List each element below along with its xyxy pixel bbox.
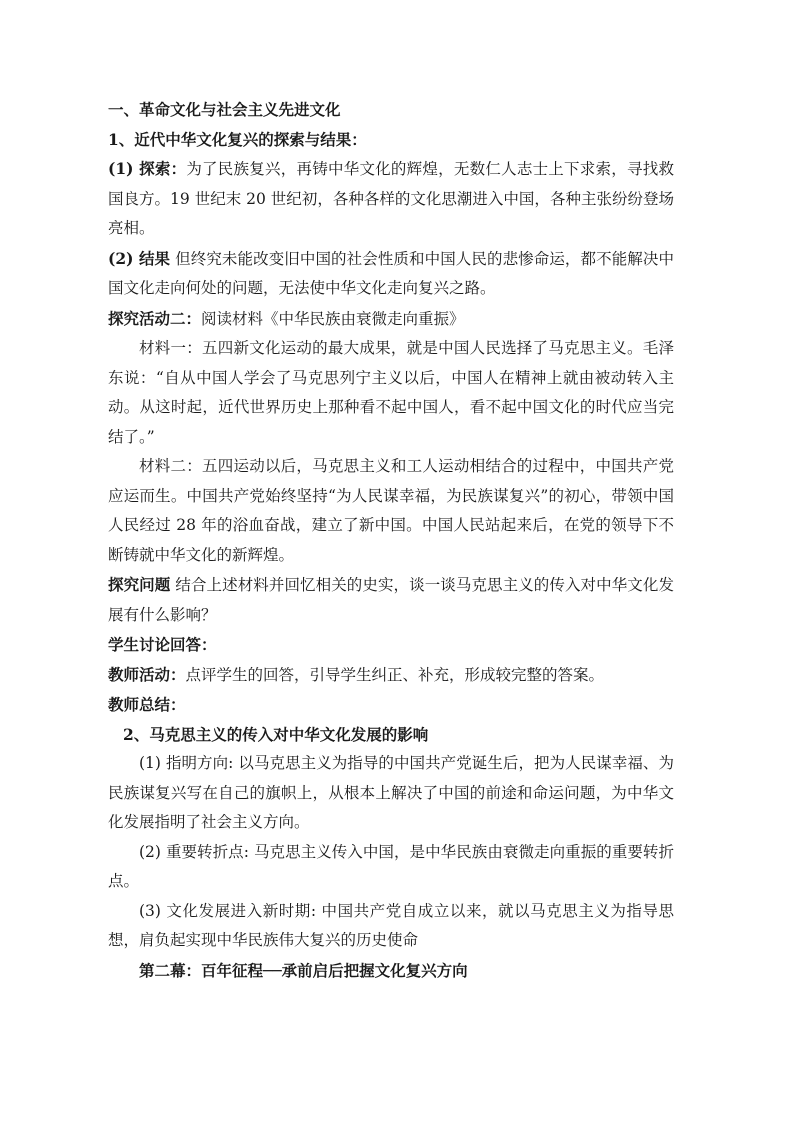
point-three-text: 中国共产党自成立以来，就以马克思主义为指导思想，肩负起实现中华民族伟大复兴的历史使命 xyxy=(108,901,674,949)
teacher-paragraph xyxy=(108,660,674,691)
result-label: (2) 结果 xyxy=(108,248,171,268)
result-text: 但终究未能改变旧中国的社会性质和中国人民的悲惨命运，都不能解决中国文化走向何处的问题，无法使中华文化走向复兴之路。 xyxy=(108,249,674,297)
activity-text: 阅读材料《中华民族由衰微走向重振》 xyxy=(201,309,465,328)
section-heading-3: 2、马克思主义的传入对中华文化发展的影响 xyxy=(123,724,429,744)
explore-text: 为了民族复兴，再铸中华文化的辉煌，无数仁人志士上下求索，寻找救国良方。19 世纪末 20 世纪初，各种各样的文化思潮进入中国，各种主张纷纷登场亮相。 xyxy=(108,160,674,237)
activity-paragraph xyxy=(108,304,674,335)
question-paragraph xyxy=(108,570,674,630)
question-text: 结合上述材料并回忆相关的史实，谈一谈马克思主义的传入对中华文化发展有什么影响？ xyxy=(108,576,674,624)
activity-label: 探究活动二： xyxy=(108,308,202,328)
point-one xyxy=(108,749,674,838)
point-two-text: 马克思主义传入中国，是中华民族由衰微走向重振的重要转折点。 xyxy=(108,842,674,890)
point-one-text: 以马克思主义为指导的中国共产党诞生后，把为人民谋幸福、为民族谋复兴写在自己的旗帜上，从根本上解决了中国的前途和命运问题，为中华文化发展指明了社会主义方向。 xyxy=(108,754,674,831)
section-heading-4: 第二幕：百年征程──承前启后把握文化复兴方向 xyxy=(139,960,468,980)
point-two xyxy=(108,838,674,897)
point-one-label: (1) 指明方向: xyxy=(139,754,234,772)
teacher-label: 教师活动： xyxy=(108,664,186,684)
material-two: 材料二：五四运动以后，马克思主义和工人运动相结合的过程中，中国共产党应运而生。中国共产党始终坚持“为人民谋幸福，为民族谋复兴”的初心，带领中国人民经过 28 年的浴血奋战，建立了新中国。中国人民站起来后，在党的领导下不断铸就中华文化的新辉煌。 xyxy=(108,457,674,564)
explore-paragraph xyxy=(108,154,674,244)
summary-label: 教师总结： xyxy=(108,695,186,714)
point-three-label: (3) 文化发展进入新时期: xyxy=(139,901,317,920)
section-heading-2: 1、近代中华文化复兴的探索与结果： xyxy=(108,129,367,149)
discussion-label: 学生讨论回答： xyxy=(108,635,217,654)
section-heading-1: 一、革命文化与社会主义先进文化 xyxy=(108,100,341,119)
teacher-text: 点评学生的回答，引导学生纠正、补充，形成较完整的答案。 xyxy=(185,665,605,684)
question-label: 探究问题 xyxy=(108,575,171,594)
point-two-label: (2) 重要转折点: xyxy=(139,842,249,861)
material-one: 材料一：五四新文化运动的最大成果，就是中国人民选择了马克思主义。毛泽东说：“自从中国人学会了马克思列宁主义以后，中国人在精神上就由被动转入主动。从这时起，近代世界历史上那种看不起中国人，看不起中国文化的时代应当完结了。” xyxy=(108,339,674,446)
point-three xyxy=(108,897,674,956)
result-paragraph xyxy=(108,244,674,304)
explore-label: (1) 探索： xyxy=(108,159,187,178)
